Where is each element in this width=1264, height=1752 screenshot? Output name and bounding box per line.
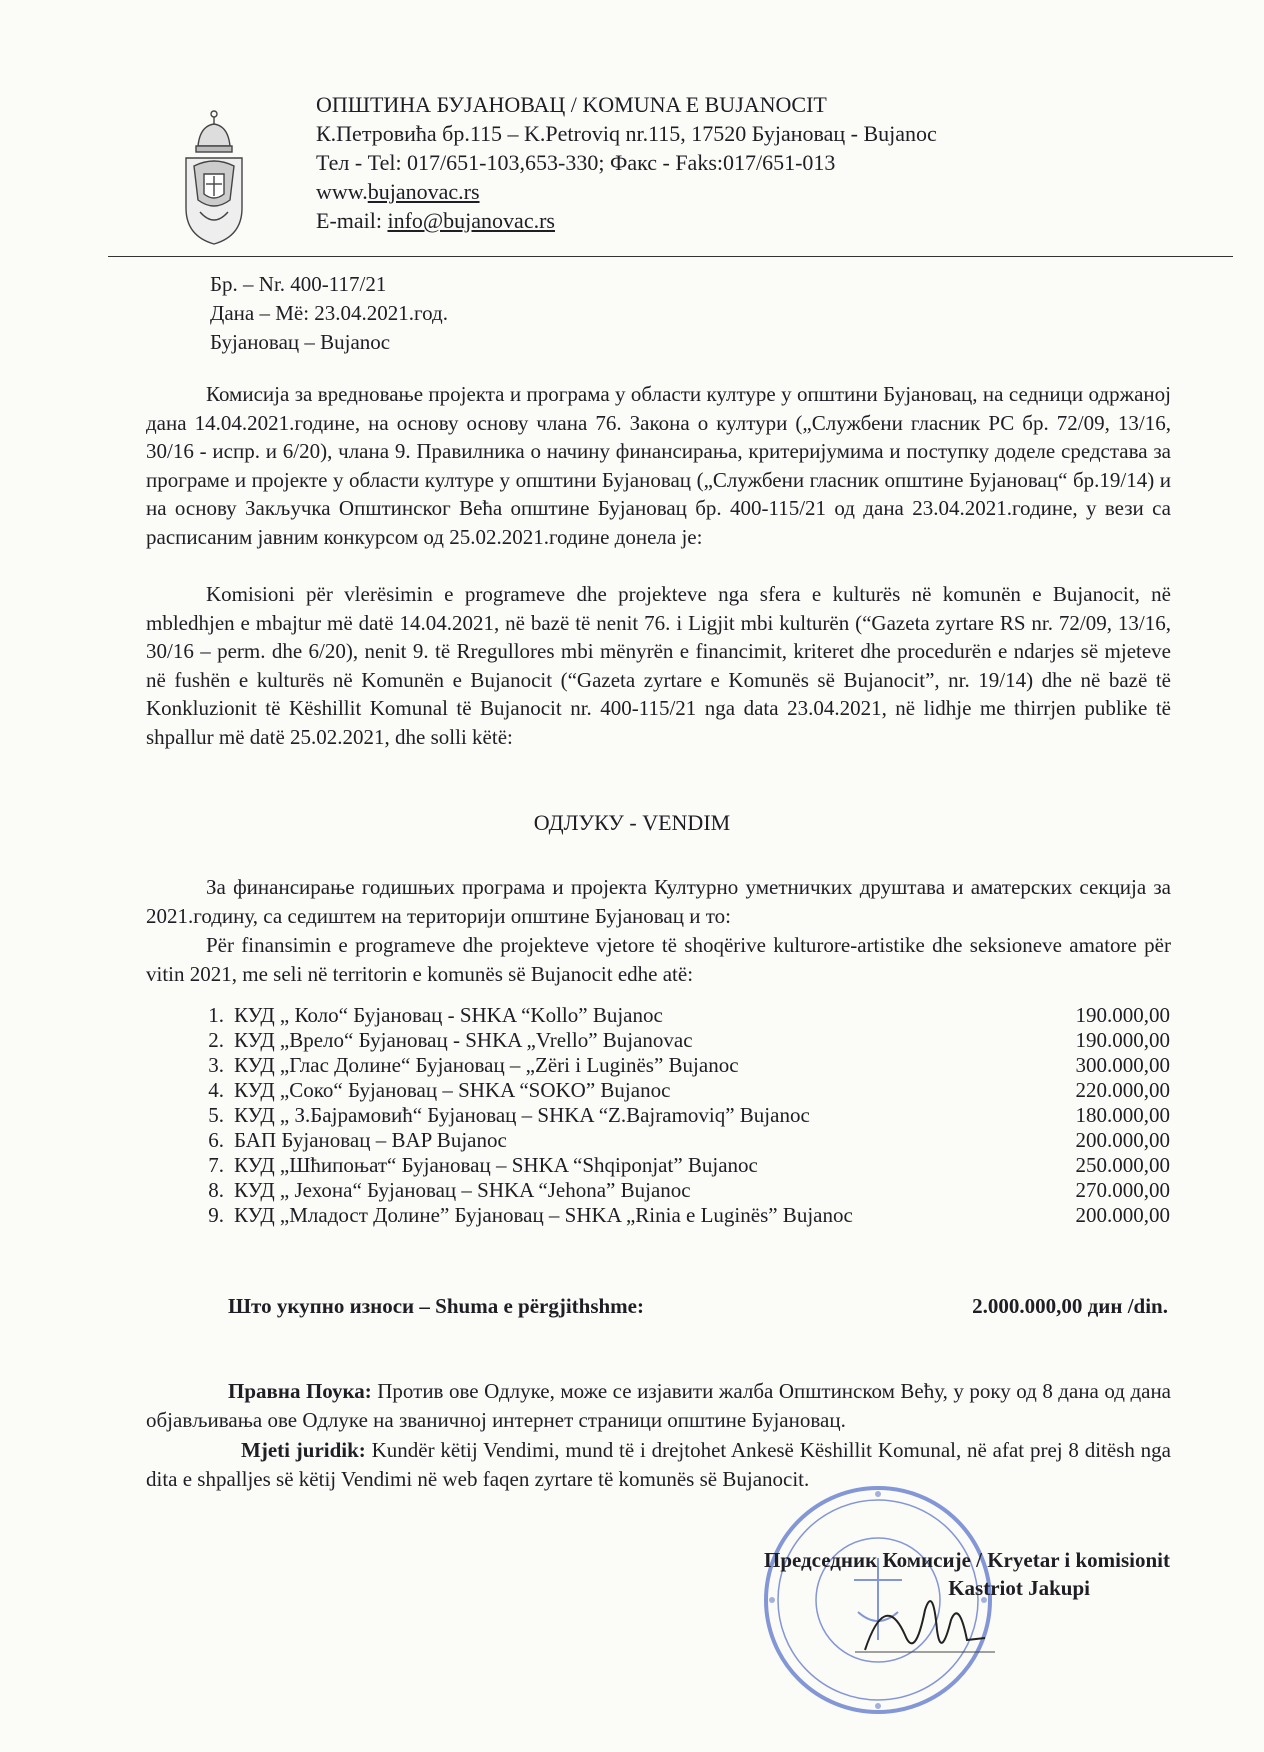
- document-place: Бујановац – Bujanoc: [210, 330, 391, 354]
- header-divider: [108, 256, 1233, 257]
- total-row: [228, 1294, 1168, 1319]
- item-number: 8.: [208, 1178, 224, 1202]
- email-prefix: E-mail:: [316, 208, 388, 233]
- item-name: КУД „Глас Долине“ Бујановац – „Zëri i Luginës” Bujanoc: [234, 1053, 739, 1077]
- item-amount: 190.000,00: [1075, 1003, 1170, 1027]
- preamble-serbian: Комисија за вредновање пројекта и програма у области културе у општини Бујановац, на седници одржаној дана 14.04.2021.године, на основу основу члана 76. Закона о култури („Службени гласник РС бр. 72/09, 13/16, 30/16 - испр. и 6/20), члана 9. Правилника о начину финансирања, критеријумима и поступку доделе средстава за програме и пројекте у области културе у општини Бујановац („Службени гласник општине Бујановац“ бр.19/14) и на основу Закључка Општинског Већа општине Бујановац бр. 400-115/21 од дана 23.04.2021.године, у вези са расписаним јавним конкурсом од 25.02.2021.године донела је:: [146, 382, 1171, 549]
- legal-remedy-serbian: [146, 1377, 1171, 1434]
- item-amount: 300.000,00: [1075, 1053, 1170, 1077]
- letterhead-web: [316, 177, 937, 206]
- item-name: КУД „ Коло“ Бујановац - SHKA “Kollo” Bujanoc: [234, 1003, 663, 1027]
- item-number: 4.: [208, 1078, 224, 1102]
- allocation-list: [180, 1003, 1170, 1228]
- decision-intro-serbian: За финансирање годишњих програма и пројекта Културно уметничких друштава и аматерских секција за 2021.годину, са седиштем на територији општине Бујановац и то:: [146, 875, 1171, 928]
- legal-text-albanian: Kundër këtij Vendimi, mund të i drejtohet Ankesë Këshillit Komunal, në afat prej 8 ditësh nga dita e shpalljes së këtij Vendimi në web faqen zyrtare të komunës së Bujanocit.: [146, 1438, 1172, 1491]
- item-number: 9.: [208, 1203, 224, 1227]
- item-amount: 190.000,00: [1075, 1028, 1170, 1052]
- item-name: КУД „Соко“ Бујановац – SHKA “SOKO” Bujanoc: [234, 1078, 671, 1102]
- document-date: Дана – Më: 23.04.2021.год.: [210, 301, 448, 325]
- list-item: [180, 1028, 1170, 1053]
- item-name: КУД „ Јехона“ Бујановац – SHKA “Jehona” Bujanoc: [234, 1178, 691, 1202]
- letterhead-address: К.Петровића бр.115 – K.Petroviq nr.115, 17520 Бујановац - Bujanoc: [316, 121, 937, 146]
- list-item: [180, 1203, 1170, 1228]
- document-meta: [210, 270, 448, 357]
- coat-of-arms-icon: [180, 108, 248, 248]
- item-amount: 180.000,00: [1075, 1103, 1170, 1127]
- item-name: БАП Бујановац – BAP Bujanoc: [234, 1128, 507, 1152]
- item-number: 3.: [208, 1053, 224, 1077]
- list-item: [180, 1003, 1170, 1028]
- website-link[interactable]: bujanovac.rs: [367, 179, 480, 204]
- legal-label-serbian: Правна Поука:: [228, 1379, 372, 1403]
- web-prefix: www.: [316, 179, 368, 204]
- legal-remedy-albanian: [146, 1436, 1171, 1493]
- decision-title: ОДЛУКУ - VENDIM: [533, 810, 731, 835]
- item-amount: 270.000,00: [1075, 1178, 1170, 1202]
- letterhead: [316, 90, 937, 235]
- letterhead-phone: Тел - Tel: 017/651-103,653-330; Факс - Faks:017/651-013: [316, 150, 836, 175]
- letterhead-email: [316, 206, 937, 235]
- document-number: Бр. – Nr. 400-117/21: [210, 272, 387, 296]
- total-amount: 2.000.000,00 дин /din.: [972, 1294, 1168, 1318]
- item-number: 6.: [208, 1128, 224, 1152]
- list-item: [180, 1128, 1170, 1153]
- item-name: КУД „Шћипоњат“ Бујановац – SHKA “Shqiponjat” Bujanoc: [234, 1153, 758, 1177]
- letterhead-title: ОПШТИНА БУЈАНОВАЦ / KOMUNA E BUJANOCIT: [316, 92, 827, 117]
- item-amount: 220.000,00: [1075, 1078, 1170, 1102]
- list-item: [180, 1103, 1170, 1128]
- item-number: 5.: [208, 1103, 224, 1127]
- item-amount: 200.000,00: [1075, 1128, 1170, 1152]
- preamble-albanian: Komisioni për vlerësimin e programeve dhe projekteve nga sfera e kulturës në komunën e Bujanocit, në mbledhjen e mbajtur më datë 14.04.2021, në bazë të nenit 76. i Ligjit mbi kulturën (“Gazeta zyrtare RS nr. 72/09, 13/16, 30/16 – perm. dhe 6/20), nenit 9. të Rregullores mbi mënyrën e financimit, kriteret dhe procedurën e ndarjes së mjeteve në fushën e kulturës në Komunën e Bujanocit (“Gazeta zyrtare e Komunës së Bujanocit”, nr. 19/14) dhe në bazë të Konkluzionit të Këshillit Komunal të Bujanocit nr. 400-115/21 nga data 23.04.2021, në lidhje me thirrjen publike të shpallur më datë 25.02.2021, dhe solli këtë:: [146, 582, 1171, 749]
- signatory-name: Kastriot Jakupi: [948, 1576, 1090, 1600]
- legal-label-albanian: Mjeti juridik:: [241, 1438, 366, 1462]
- signatory-title: Председник Комисије / Kryetar i komisionit: [764, 1548, 1170, 1572]
- list-item: [180, 1178, 1170, 1203]
- legal-text-serbian: Против ове Одлуке, може се изјавити жалба Општинском Већу, у року од 8 дана од дана објављивања ове Одлуке на званичној интернет страници општине Бујановац.: [146, 1379, 1172, 1432]
- list-item: [180, 1053, 1170, 1078]
- total-label: Што укупно износи – Shuma e përgjithshme:: [228, 1294, 644, 1318]
- item-name: КУД „ З.Бајрамовић“ Бујановац – SHKA “Z.Bajramoviq” Bujanoc: [234, 1103, 810, 1127]
- item-number: 1.: [208, 1003, 224, 1027]
- item-name: КУД „Врело“ Бујановац - SHKA „Vrello” Bujanovac: [234, 1028, 693, 1052]
- item-amount: 250.000,00: [1075, 1153, 1170, 1177]
- item-number: 2.: [208, 1028, 224, 1052]
- email-link[interactable]: info@bujanovac.rs: [387, 208, 555, 233]
- item-number: 7.: [208, 1153, 224, 1177]
- item-name: КУД „Младост Долине” Бујановац – SHKA „Rinia e Luginës” Bujanoc: [234, 1203, 853, 1227]
- decision-intro-albanian: Për finansimin e programeve dhe projekteve vjetore të shoqërive kulturore-artistike dhe seksioneve amatore për vitin 2021, me seli në territorin e komunës së Bujanocit edhe atë:: [146, 933, 1171, 986]
- item-amount: 200.000,00: [1075, 1203, 1170, 1227]
- list-item: [180, 1078, 1170, 1103]
- signature-block: [690, 1546, 1170, 1602]
- list-item: [180, 1153, 1170, 1178]
